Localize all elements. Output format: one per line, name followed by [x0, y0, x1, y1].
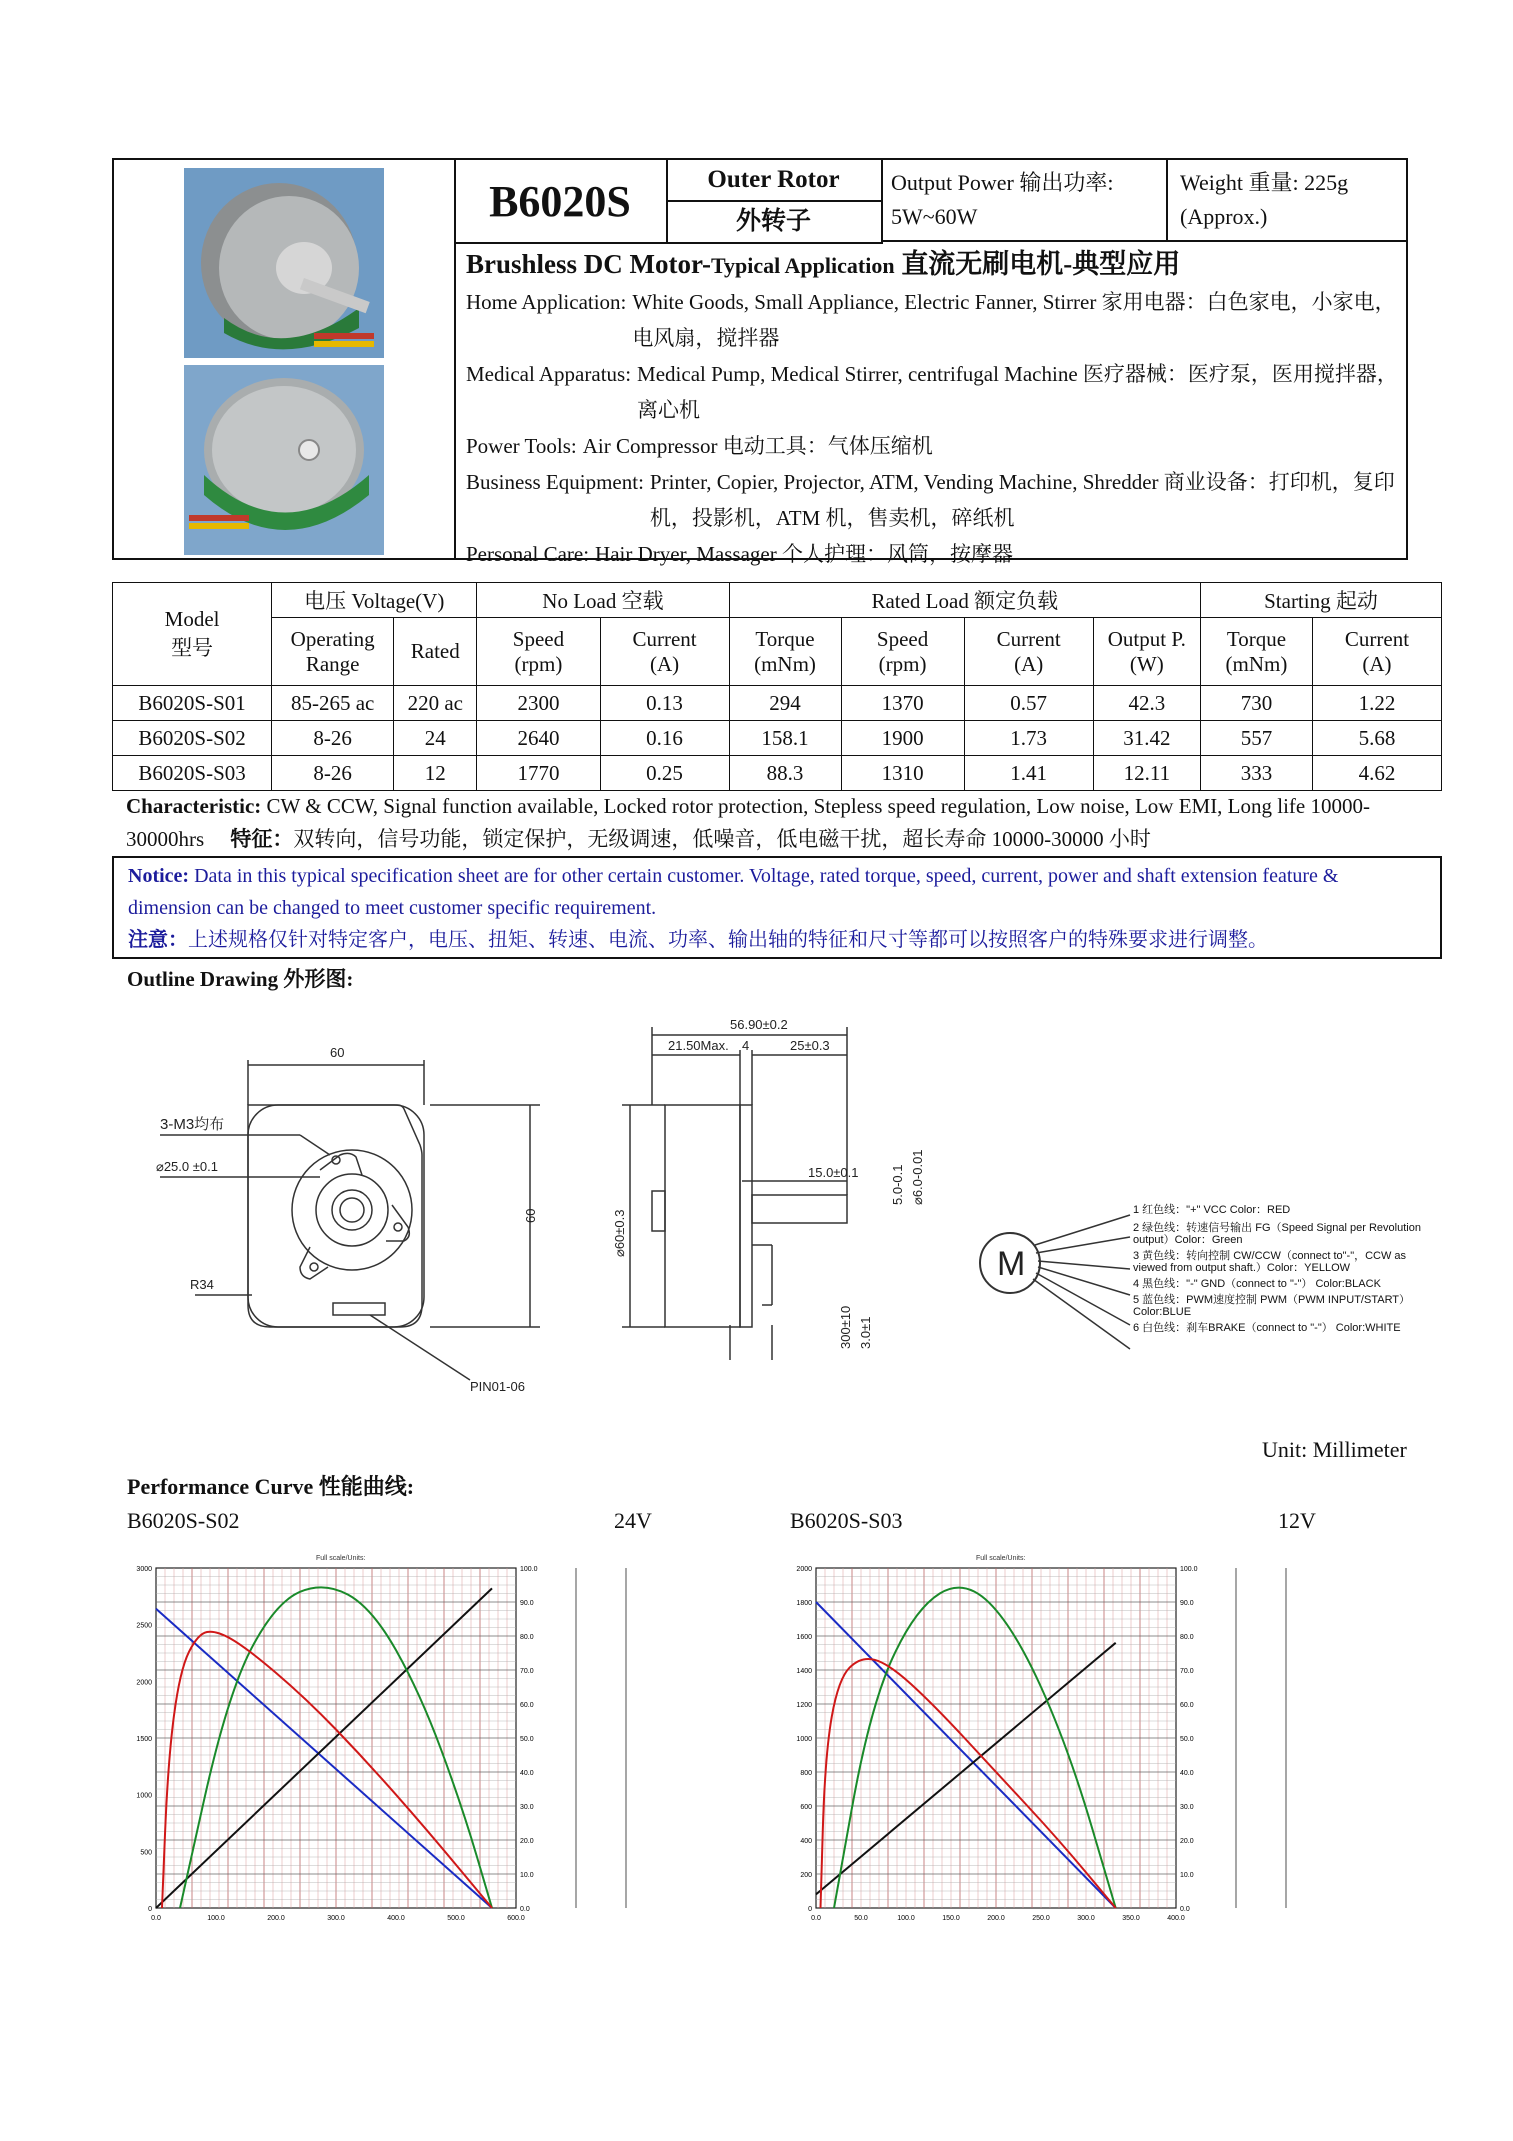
y2-tick-label: 0.0 — [1180, 1906, 1190, 1913]
y2-tick-label: 30.0 — [1180, 1804, 1194, 1811]
model-cell — [454, 160, 668, 244]
model-header: Model 型号 — [113, 583, 272, 686]
wire-item: 6 白色线：刹车BRAKE（connect to "-"） Color:WHITE — [1133, 1322, 1401, 1334]
y2-tick-label: 10.0 — [520, 1872, 534, 1879]
chart1-voltage: 24V — [614, 1508, 652, 1533]
subtitle: Brushless DC Motor-Typical Application 直流无刷电机-典型应用 — [466, 249, 1181, 279]
dim-strip: 3.0±1 — [858, 1316, 873, 1349]
dim-lead: 300±10 — [838, 1305, 853, 1349]
col-operating-range: Operating Range — [272, 618, 394, 686]
dim-gap: 4 — [742, 1038, 750, 1053]
x-tick-label: 100.0 — [897, 1915, 915, 1922]
x-tick-label: 300.0 — [327, 1915, 345, 1922]
dim-pcd: ⌀25.0 ±0.1 — [156, 1159, 218, 1174]
y-tick-label: 1200 — [796, 1702, 812, 1709]
chart-title: Full scale/Units: — [316, 1555, 366, 1562]
application-item: Personal Care: Hair Dryer, Massager 个人护理：风筒，按摩器 — [466, 542, 1013, 566]
y-tick-label: 400 — [800, 1838, 812, 1845]
y-tick-label: 0 — [148, 1906, 152, 1913]
dim-total-length: 56.90±0.2 — [730, 1017, 788, 1032]
motor-photo-bottom — [184, 365, 384, 555]
y2-tick-label: 40.0 — [1180, 1770, 1194, 1777]
y2-tick-label: 90.0 — [520, 1600, 534, 1607]
y2-tick-label: 20.0 — [1180, 1838, 1194, 1845]
y2-tick-label: 0.0 — [520, 1906, 530, 1913]
weight-cell: Weight 重量: 225g (Approx.) — [1168, 160, 1406, 242]
outline-title: Outline Drawing 外形图: — [127, 967, 354, 991]
col-rated-output: Output P. (W) — [1093, 618, 1200, 686]
y-tick-label: 1400 — [796, 1668, 812, 1675]
model-title: B6020S — [489, 176, 631, 226]
y-tick-label: 1000 — [796, 1736, 812, 1743]
application-item: Medical Apparatus: Medical Pump, Medical Stirrer, centrifugal Machine 医疗器械：医疗泵，医用搅拌器，离心机 — [466, 362, 1398, 422]
y-tick-label: 1600 — [796, 1634, 812, 1641]
y-tick-label: 500 — [140, 1849, 152, 1857]
y2-tick-label: 80.0 — [1180, 1634, 1194, 1641]
y-tick-label: 1800 — [796, 1600, 812, 1607]
x-tick-label: 150.0 — [942, 1915, 960, 1922]
y2-tick-label: 20.0 — [520, 1838, 534, 1845]
y-tick-label: 600 — [800, 1804, 812, 1811]
wire-legend — [1133, 1204, 1423, 1334]
dim-holes: 3-M3均布 — [160, 1116, 225, 1133]
y-tick-label: 3000 — [136, 1566, 152, 1573]
rotor-type-cn: 外转子 — [735, 208, 811, 235]
x-tick-label: 200.0 — [267, 1915, 285, 1922]
dim-flat-tol: 5.0-0.1 — [890, 1164, 905, 1205]
x-tick-label: 350.0 — [1122, 1915, 1140, 1922]
application-item: Power Tools: Air Compressor 电动工具：气体压缩机 — [466, 434, 933, 458]
unit-label: Unit: Millimeter — [1262, 1437, 1407, 1462]
table-row: B6020S-S01 85-265 ac 220 ac 2300 0.13 294 1370 0.57 42.3 730 1.22 — [113, 686, 1442, 721]
rated-header: Rated Load 额定负载 — [729, 583, 1200, 618]
col-rated-current: Current (A) — [964, 618, 1093, 686]
front-view-outline — [248, 1105, 422, 1327]
table-row: B6020S-S02 8-26 24 2640 0.16 158.1 1900 1.73 31.42 557 5.68 — [113, 721, 1442, 756]
x-tick-label: 300.0 — [1077, 1915, 1095, 1922]
characteristic-text: Characteristic: CW & CCW, Signal function available, Locked rotor protection, Stepless speed regulation, Low noise, Low EMI, Long life 10000-30000hrs 特征：双转向，信号功能，锁定保护，无级调速，低噪音，低电磁干扰，超长寿命 10000-30000 小时 — [126, 794, 1370, 851]
y2-tick-label: 60.0 — [520, 1702, 534, 1709]
chart1-model: B6020S-S02 — [127, 1508, 240, 1533]
y2-tick-label: 100.0 — [520, 1566, 538, 1573]
applications-panel — [466, 246, 1402, 572]
y2-tick-label: 40.0 — [520, 1770, 534, 1777]
col-rated-speed: Speed (rpm) — [841, 618, 964, 686]
y-tick-label: 0 — [808, 1906, 812, 1913]
x-tick-label: 0.0 — [151, 1915, 161, 1922]
spec-table — [112, 582, 1442, 791]
col-rated-voltage: Rated — [394, 618, 477, 686]
performance-chart-s02 — [128, 1540, 648, 1940]
wire-item: 5 蓝色线：PWM速度控制 PWM（PWM INPUT/START） Color:BLUE — [1133, 1294, 1411, 1318]
y2-tick-label: 80.0 — [520, 1634, 534, 1641]
x-tick-label: 400.0 — [1167, 1915, 1185, 1922]
motor-photo-top — [184, 168, 384, 358]
dim-pin: PIN01-06 — [470, 1379, 525, 1394]
col-rated-torque: Torque (mNm) — [729, 618, 841, 686]
notice-en: Notice: Data in this typical specification sheet are for other certain customer. Voltage, rated torque, speed, current, power and shaft extension feature & dimension can be changed to meet customer specific requirement. — [128, 865, 1339, 919]
noload-header: No Load 空载 — [477, 583, 729, 618]
starting-header: Starting 起动 — [1200, 583, 1441, 618]
notice-box — [112, 856, 1442, 959]
rotor-type-cell — [666, 160, 883, 244]
y-tick-label: 2000 — [796, 1566, 812, 1573]
notice-cn: 注意：上述规格仅针对特定客户，电压、扭矩、转速、电流、功率、输出轴的特征和尺寸等都可以按照客户的特殊要求进行调整。 — [128, 929, 1268, 951]
x-tick-label: 500.0 — [447, 1915, 465, 1922]
y2-tick-label: 70.0 — [520, 1668, 534, 1675]
dim-flat: 15.0±0.1 — [808, 1165, 859, 1180]
y-tick-label: 2500 — [136, 1622, 152, 1630]
col-start-torque: Torque (mNm) — [1200, 618, 1312, 686]
wire-item: 3 黄色线：转向控制 CW/CCW（connect to"-"，CCW as viewed from output shaft.）Color：YELLOW — [1133, 1250, 1407, 1274]
y-tick-label: 1000 — [136, 1792, 152, 1800]
dim-radius: R34 — [190, 1277, 214, 1292]
chart2-voltage: 12V — [1278, 1508, 1316, 1533]
dim-shaft-length: 25±0.3 — [790, 1038, 830, 1053]
x-tick-label: 400.0 — [387, 1915, 405, 1922]
y2-tick-label: 50.0 — [520, 1736, 534, 1743]
chart-title: Full scale/Units: — [976, 1555, 1026, 1562]
y2-tick-label: 30.0 — [520, 1804, 534, 1811]
dim-body-length: 21.50Max. — [668, 1038, 729, 1053]
col-start-current: Current (A) — [1312, 618, 1441, 686]
x-tick-label: 250.0 — [1032, 1915, 1050, 1922]
x-tick-label: 100.0 — [207, 1915, 225, 1922]
x-tick-label: 200.0 — [987, 1915, 1005, 1922]
table-row: B6020S-S03 8-26 12 1770 0.25 88.3 1310 1.41 12.11 333 4.62 — [113, 756, 1442, 791]
motor-symbol: M — [997, 1245, 1026, 1283]
col-noload-current: Current (A) — [600, 618, 729, 686]
header-block — [112, 158, 1408, 566]
y2-tick-label: 90.0 — [1180, 1600, 1194, 1607]
x-tick-label: 0.0 — [811, 1915, 821, 1922]
dim-body-dia: ⌀60±0.3 — [612, 1209, 627, 1257]
chart2-model: B6020S-S03 — [790, 1508, 903, 1533]
y-tick-label: 1500 — [136, 1736, 152, 1743]
y-tick-label: 2000 — [136, 1679, 152, 1687]
wire-item: 4 黑色线："-" GND（connect to "-"） Color:BLACK — [1133, 1278, 1381, 1290]
dim-front-height: 60 — [523, 1208, 538, 1223]
application-item: Business Equipment: Printer, Copier, Projector, ATM, Vending Machine, Shredder 商业设备：打印机，复印机，投影机，ATM 机，售卖机，碎纸机 — [466, 470, 1395, 530]
y2-tick-label: 100.0 — [1180, 1566, 1198, 1573]
y2-tick-label: 70.0 — [1180, 1668, 1194, 1675]
y2-tick-label: 50.0 — [1180, 1736, 1194, 1743]
wire-item: 2 绿色线：转速信号输出 FG（Speed Signal per Revolution output）Color：Green — [1133, 1222, 1421, 1246]
application-item: Home Application: White Goods, Small Appliance, Electric Fanner, Stirrer 家用电器：白色家电，小家电，电风扇，搅拌器 — [466, 290, 1396, 350]
application-list — [466, 284, 1402, 572]
y-tick-label: 800 — [800, 1770, 812, 1777]
col-noload-speed: Speed (rpm) — [477, 618, 600, 686]
dim-shaft-dia: ⌀6.0-0.01 — [910, 1149, 925, 1205]
output-power-cell: Output Power 输出功率: 5W~60W — [881, 160, 1168, 242]
performance-chart-s03 — [788, 1540, 1308, 1940]
y2-tick-label: 10.0 — [1180, 1872, 1194, 1879]
wire-item: 1 红色线："+" VCC Color：RED — [1133, 1204, 1291, 1216]
photo-column — [114, 160, 456, 558]
y2-tick-label: 60.0 — [1180, 1702, 1194, 1709]
performance-title: Performance Curve 性能曲线: — [127, 1474, 415, 1499]
rotor-type-en: Outer Rotor — [666, 160, 881, 202]
dim-front-width: 60 — [330, 1045, 345, 1060]
voltage-header: 电压 Voltage(V) — [272, 583, 477, 618]
y-tick-label: 200 — [800, 1872, 812, 1879]
x-tick-label: 50.0 — [854, 1915, 868, 1922]
x-tick-label: 600.0 — [507, 1915, 525, 1922]
